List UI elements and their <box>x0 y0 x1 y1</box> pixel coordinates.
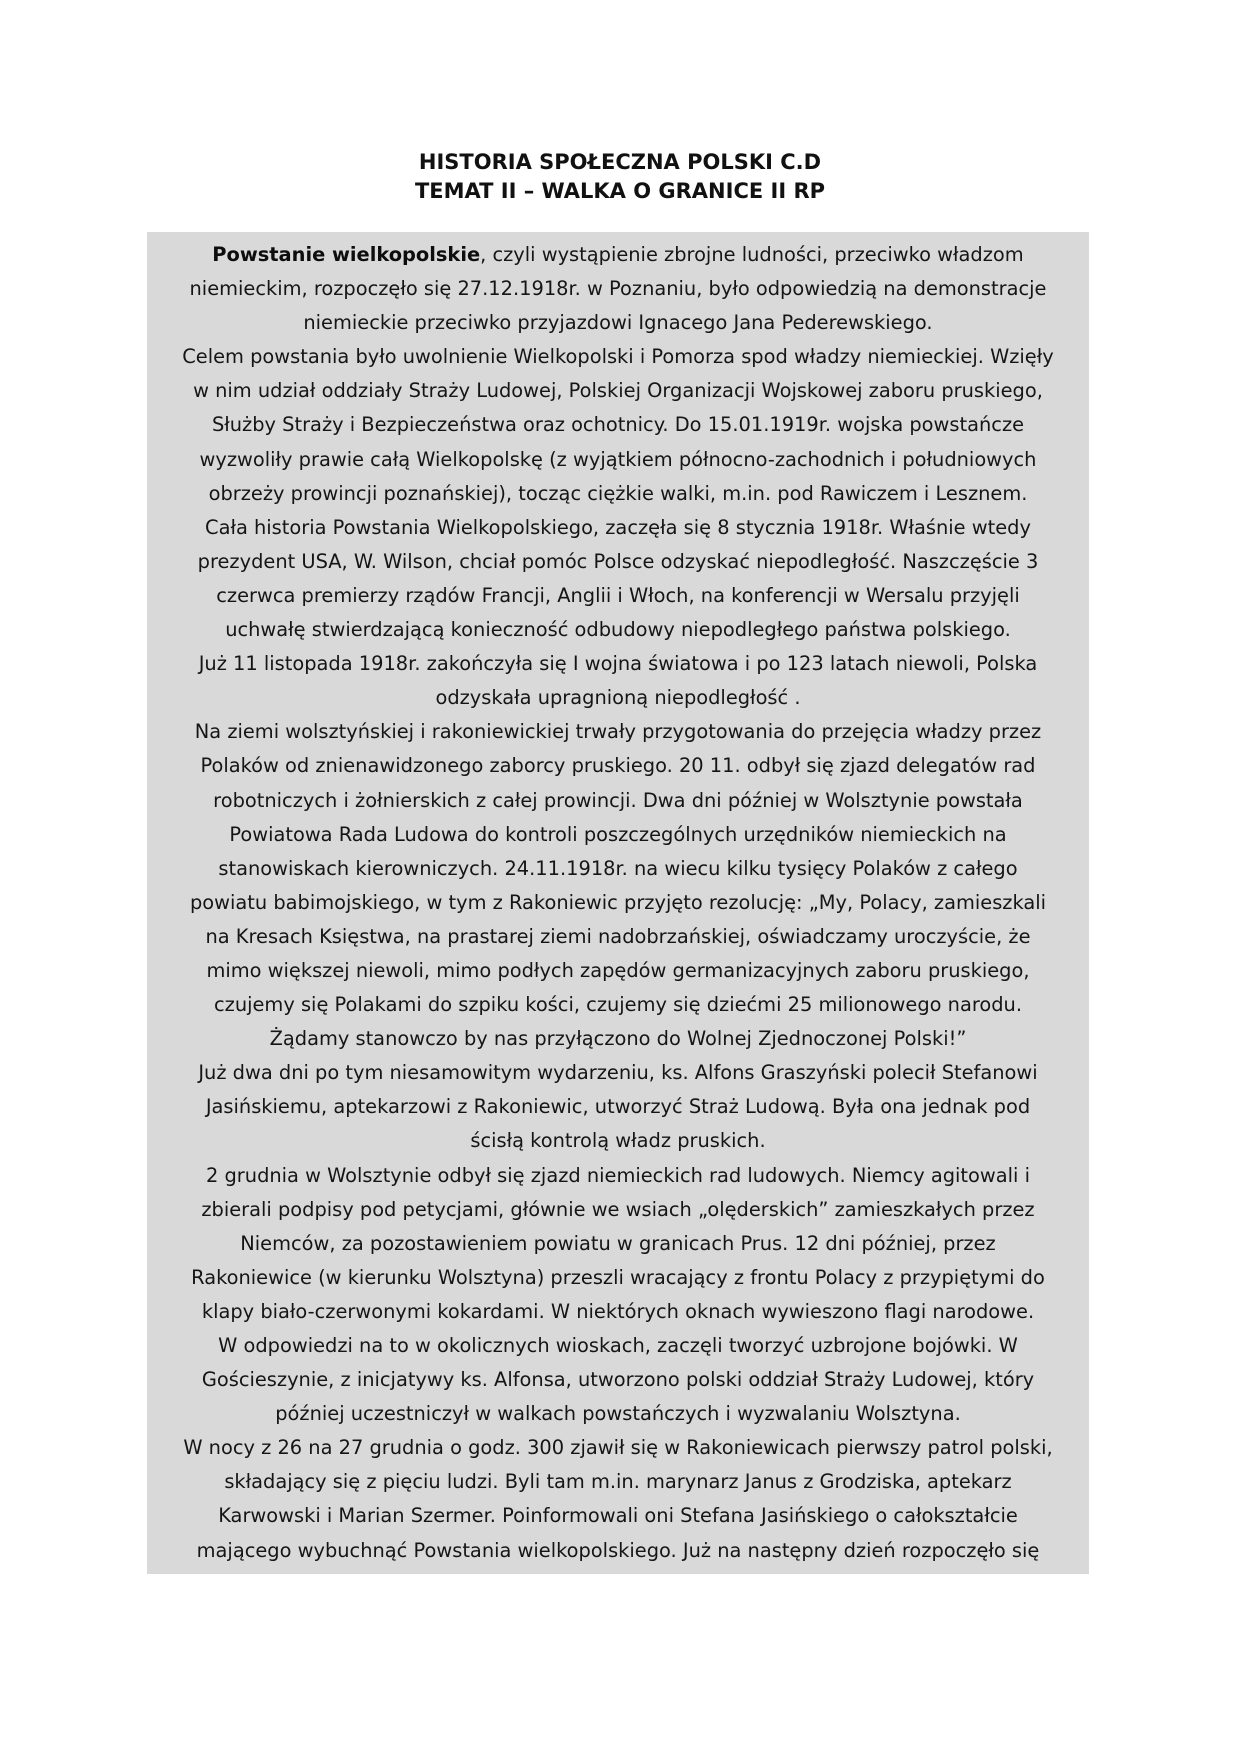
line-text: Niemców, za pozostawieniem powiatu w granicach Prus. 12 dni później, przez <box>240 1231 996 1255</box>
text-line <box>147 954 1089 988</box>
text-line <box>147 647 1089 681</box>
text-line <box>147 1329 1089 1363</box>
text-line <box>147 1397 1089 1431</box>
body-lines <box>147 232 1089 1568</box>
line-text: odzyskała upragnioną niepodległość . <box>435 686 801 710</box>
text-line <box>147 272 1089 306</box>
line-text: Gościeszynie, z inicjatywy ks. Alfonsa, utworzono polski oddział Straży Ludowej, który <box>201 1368 1035 1392</box>
line-text: Na ziemi wolsztyńskiej i rakoniewickiej trwały przygotowania do przejęcia władzy przez <box>194 720 1042 744</box>
line-text: prezydent USA, W. Wilson, chciał pomóc Polsce odzyskać niepodległość. Naszczęście 3 <box>197 549 1039 573</box>
line-text: składający się z pięciu ludzi. Byli tam m.in. marynarz Janus z Grodziska, aptekarz <box>224 1470 1012 1494</box>
text-line <box>147 511 1089 545</box>
text-line <box>147 1499 1089 1533</box>
line-text: powiatu babimojskiego, w tym z Rakoniewic przyjęto rezolucję: „My, Polacy, zamieszkali <box>189 890 1047 914</box>
text-line <box>147 920 1089 954</box>
line-text: , czyli wystąpienie zbrojne ludności, przeciwko władzom <box>480 243 1024 266</box>
line-text: później uczestniczył w walkach powstańczych i wyzwalaniu Wolsztyna. <box>275 1402 961 1426</box>
text-line <box>147 852 1089 886</box>
text-line <box>147 545 1089 579</box>
line-text: mającego wybuchnąć Powstania wielkopolskiego. Już na następny dzień rozpoczęło się <box>196 1538 1040 1562</box>
text-line <box>147 749 1089 783</box>
line-text: w nim udział oddziały Straży Ludowej, Polskiej Organizacji Wojskowej zaboru pruskiego, <box>193 379 1043 403</box>
text-line <box>147 818 1089 852</box>
line-text: mimo większej niewoli, mimo podłych zapędów germanizacyjnych zaboru pruskiego, <box>206 958 1030 982</box>
text-line <box>147 1534 1089 1568</box>
line-text: Karwowski i Marian Szermer. Poinformowali oni Stefana Jasińskiego o całokształcie <box>218 1504 1018 1528</box>
line-text: Jasińskiemu, aptekarzowi z Rakoniewic, utworzyć Straż Ludową. Była ona jednak pod <box>205 1095 1031 1119</box>
text-line <box>147 1227 1089 1261</box>
title-line-2: TEMAT II – WALKA O GRANICE II RP <box>414 179 826 203</box>
text-line <box>147 477 1089 511</box>
text-line <box>147 340 1089 374</box>
text-line <box>147 408 1089 442</box>
line-text: Polaków od znienawidzonego zaborcy pruskiego. 20 11. odbył się zjazd delegatów rad <box>200 754 1036 778</box>
text-line <box>147 1193 1089 1227</box>
text-line <box>147 715 1089 749</box>
line-text: Służby Straży i Bezpieczeństwa oraz ochotnicy. Do 15.01.1919r. wojska powstańcze <box>211 413 1025 437</box>
line-text: ścisłą kontrolą władz pruskich. <box>470 1129 766 1153</box>
text-line <box>147 886 1089 920</box>
text-line <box>147 784 1089 818</box>
highlighted-body-text <box>147 232 1089 1574</box>
title-line-1: HISTORIA SPOŁECZNA POLSKI C.D <box>418 150 822 174</box>
line-text: Już dwa dni po tym niesamowitym wydarzeniu, ks. Alfons Graszyński polecił Stefanowi <box>198 1061 1038 1085</box>
line-text: Celem powstania było uwolnienie Wielkopolski i Pomorza spod władzy niemieckiej. Wzięły <box>182 345 1054 369</box>
line-text: Cała historia Powstania Wielkopolskiego, zaczęła się 8 stycznia 1918r. Właśnie wtedy <box>205 515 1031 539</box>
line-text: czerwca premierzy rządów Francji, Anglii i Włoch, na konferencji w Wersalu przyjęli <box>216 583 1020 607</box>
text-line <box>147 1261 1089 1295</box>
text-line <box>147 1465 1089 1499</box>
document-title <box>0 148 1240 206</box>
text-line <box>147 988 1089 1022</box>
line-text: robotniczych i żołnierskich z całej prowincji. Dwa dni później w Wolsztynie powstała <box>213 788 1023 812</box>
text-line <box>147 1022 1089 1056</box>
bold-term: Powstanie wielkopolskie <box>212 243 481 266</box>
line-text: niemieckie przeciwko przyjazdowi Ignacego Jana Pederewskiego. <box>303 311 933 335</box>
line-text: wyzwoliły prawie całą Wielkopolskę (z wyjątkiem północno-zachodnich i południowych <box>199 447 1037 471</box>
text-line <box>147 443 1089 477</box>
line-text: Już 11 listopada 1918r. zakończyła się I wojna światowa i po 123 latach niewoli, Polska <box>198 652 1038 676</box>
text-line <box>147 681 1089 715</box>
text-line <box>147 1431 1089 1465</box>
line-text: klapy biało-czerwonymi kokardami. W niektórych oknach wywieszono flagi narodowe. <box>201 1299 1035 1323</box>
line-text: Rakoniewice (w kierunku Wolsztyna) przeszli wracający z frontu Polacy z przypiętymi do <box>191 1265 1045 1289</box>
text-line <box>147 374 1089 408</box>
text-line <box>147 1363 1089 1397</box>
line-text: 2 grudnia w Wolsztynie odbył się zjazd niemieckich rad ludowych. Niemcy agitowali i <box>206 1163 1030 1187</box>
line-text: czujemy się Polakami do szpiku kości, czujemy się dziećmi 25 milionowego narodu. <box>213 993 1022 1017</box>
text-line <box>147 579 1089 613</box>
line-text: Żądamy stanowczo by nas przyłączono do Wolnej Zjednoczonej Polski!” <box>269 1027 967 1051</box>
text-line <box>147 1056 1089 1090</box>
text-line <box>147 1090 1089 1124</box>
text-line <box>147 306 1089 340</box>
line-text: na Kresach Księstwa, na prastarej ziemi nadobrzańskiej, oświadczamy uroczyście, że <box>205 924 1031 948</box>
line-text: W odpowiedzi na to w okolicznych wioskach, zaczęli tworzyć uzbrojone bojówki. W <box>218 1334 1018 1357</box>
text-line <box>147 1124 1089 1158</box>
line-text: Powiatowa Rada Ludowa do kontroli poszczególnych urzędników niemieckich na <box>229 822 1007 846</box>
line-text: uchwałę stwierdzającą konieczność odbudowy niepodległego państwa polskiego. <box>225 618 1011 642</box>
line-text: zbierali podpisy pod petycjami, głównie we wsiach „olęderskich” zamieszkałych przez <box>201 1197 1035 1221</box>
text-line <box>147 1295 1089 1329</box>
line-text: W nocy z 26 na 27 grudnia o godz. 300 zjawił się w Rakoniewicach pierwszy patrol polski, <box>183 1436 1053 1460</box>
text-line <box>147 238 1089 272</box>
text-line <box>147 613 1089 647</box>
line-text: obrzeży prowincji poznańskiej), tocząc ciężkie walki, m.in. pod Rawiczem i Lesznem. <box>208 481 1028 505</box>
text-line <box>147 1159 1089 1193</box>
line-text: stanowiskach kierowniczych. 24.11.1918r. na wiecu kilku tysięcy Polaków z całego <box>218 856 1018 880</box>
line-text: niemieckim, rozpoczęło się 27.12.1918r. w Poznaniu, było odpowiedzią na demonstracje <box>189 277 1047 301</box>
